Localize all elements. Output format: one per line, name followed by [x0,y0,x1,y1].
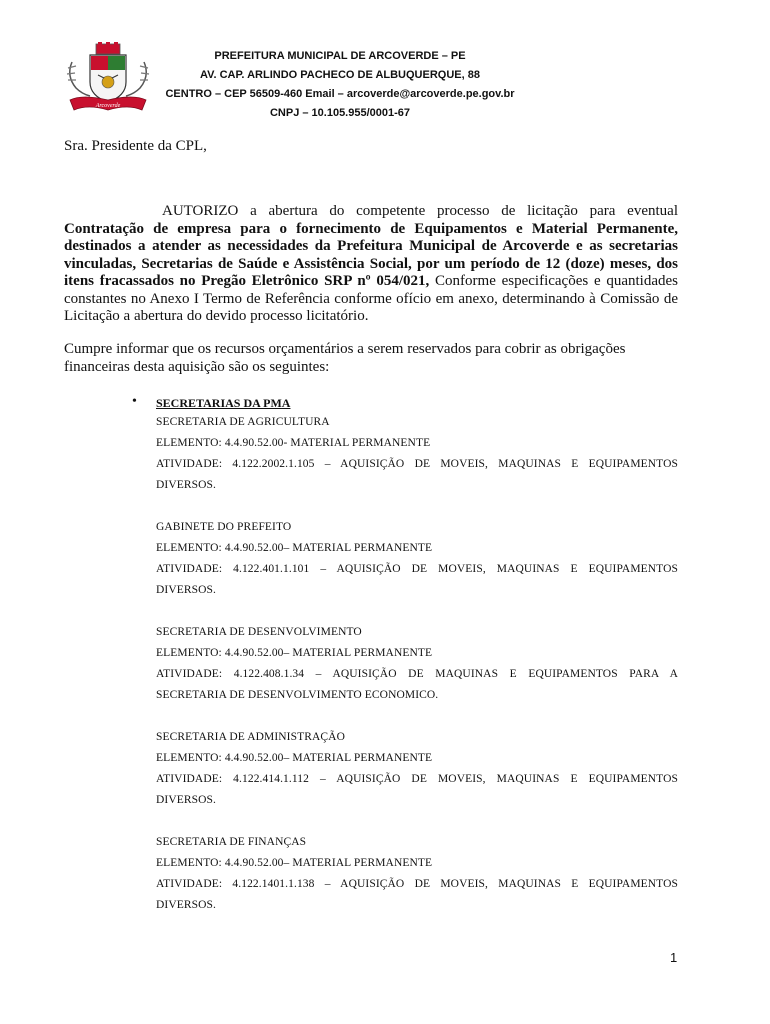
authorization-paragraph [64,203,678,326]
letterhead-line-4: CNPJ – 10.105.955/0001-67 [269,107,411,119]
authorization-rest: Conforme especificações e quantidades constantes no Anexo I Termo de Referência conforme ofício em anexo, determinando à Comissão de Licitação a abertura do devido processo licitatório. [64,273,679,324]
block-name: SECRETARIA DE DESENVOLVIMENTO [156,626,362,638]
block-name: SECRETARIA DE ADMINISTRAÇÃO [156,731,345,743]
authorization-intro: AUTORIZO a abertura do competente processo de licitação para eventual [162,203,678,219]
block-atividade: ATIVIDADE: 4.122.414.1.112 – AQUISIÇÃO DE MOVEIS, MAQUINAS E EQUIPAMENTOS [156,773,678,785]
letterhead [140,47,540,123]
block-atividade-cont: SECRETARIA DE DESENVOLVIMENTO ECONOMICO. [156,689,439,701]
salutation: Sra. Presidente da CPL, [64,138,207,154]
block-atividade-cont: DIVERSOS. [156,899,217,911]
budget-block [156,832,678,916]
block-elemento: ELEMENTO: 4.4.90.52.00– MATERIAL PERMANENTE [156,857,433,869]
block-name: SECRETARIA DE AGRICULTURA [156,416,330,428]
letterhead-line-2: AV. CAP. ARLINDO PACHECO DE ALBUQUERQUE, 88 [200,69,480,81]
bullet-icon: • [132,394,137,409]
block-atividade: ATIVIDADE: 4.122.401.1.101 – AQUISIÇÃO DE MOVEIS, MAQUINAS E EQUIPAMENTOS [156,563,678,575]
budget-block [156,727,678,811]
budget-block [156,517,678,601]
budget-block [156,622,678,706]
block-atividade: ATIVIDADE: 4.122.1401.1.138 – AQUISIÇÃO DE MOVEIS, MAQUINAS E EQUIPAMENTOS [156,878,678,890]
authorization-object: Contratação de empresa para o fornecimento de Equipamentos e Material Permanente, destinados a atender as necessidades da Prefeitura Municipal de Arcoverde e as secretarias vinculadas, Secretarias de Saúde e Assistência Social, por um período de 12 (doze) meses, dos itens fracassados no Pregão Eletrônico SRP nº 054/021, [64,220,678,289]
block-atividade-cont: DIVERSOS. [156,479,217,491]
block-elemento: ELEMENTO: 4.4.90.52.00– MATERIAL PERMANENTE [156,752,433,764]
block-atividade-cont: DIVERSOS. [156,584,217,596]
letterhead-line-3: CENTRO – CEP 56509-460 Email – arcoverde@arcoverde.pe.gov.br [165,88,515,100]
section-title: SECRETARIAS DA PMA [156,396,291,410]
block-elemento: ELEMENTO: 4.4.90.52.00– MATERIAL PERMANENTE [156,542,433,554]
block-atividade-cont: DIVERSOS. [156,794,217,806]
page-number: 1 [670,950,678,965]
letterhead-line-1: PREFEITURA MUNICIPAL DE ARCOVERDE – PE [214,50,466,62]
block-name: SECRETARIA DE FINANÇAS [156,836,307,848]
block-name: GABINETE DO PREFEITO [156,521,292,533]
budget-note: Cumpre informar que os recursos orçamentários a serem reservados para cobrir as obrigações financeiras desta aquisição são os seguintes: [64,341,626,375]
block-atividade: ATIVIDADE: 4.122.2002.1.105 – AQUISIÇÃO DE MOVEIS, MAQUINAS E EQUIPAMENTOS [156,458,678,470]
block-atividade: ATIVIDADE: 4.122.408.1.34 – AQUISIÇÃO DE MAQUINAS E EQUIPAMENTOS PARA A [156,668,678,680]
block-elemento: ELEMENTO: 4.4.90.52.00– MATERIAL PERMANENTE [156,647,433,659]
budget-block [156,412,678,496]
crest-ribbon-text: Arcoverde [95,103,121,109]
block-elemento: ELEMENTO: 4.4.90.52.00- MATERIAL PERMANENTE [156,437,431,449]
